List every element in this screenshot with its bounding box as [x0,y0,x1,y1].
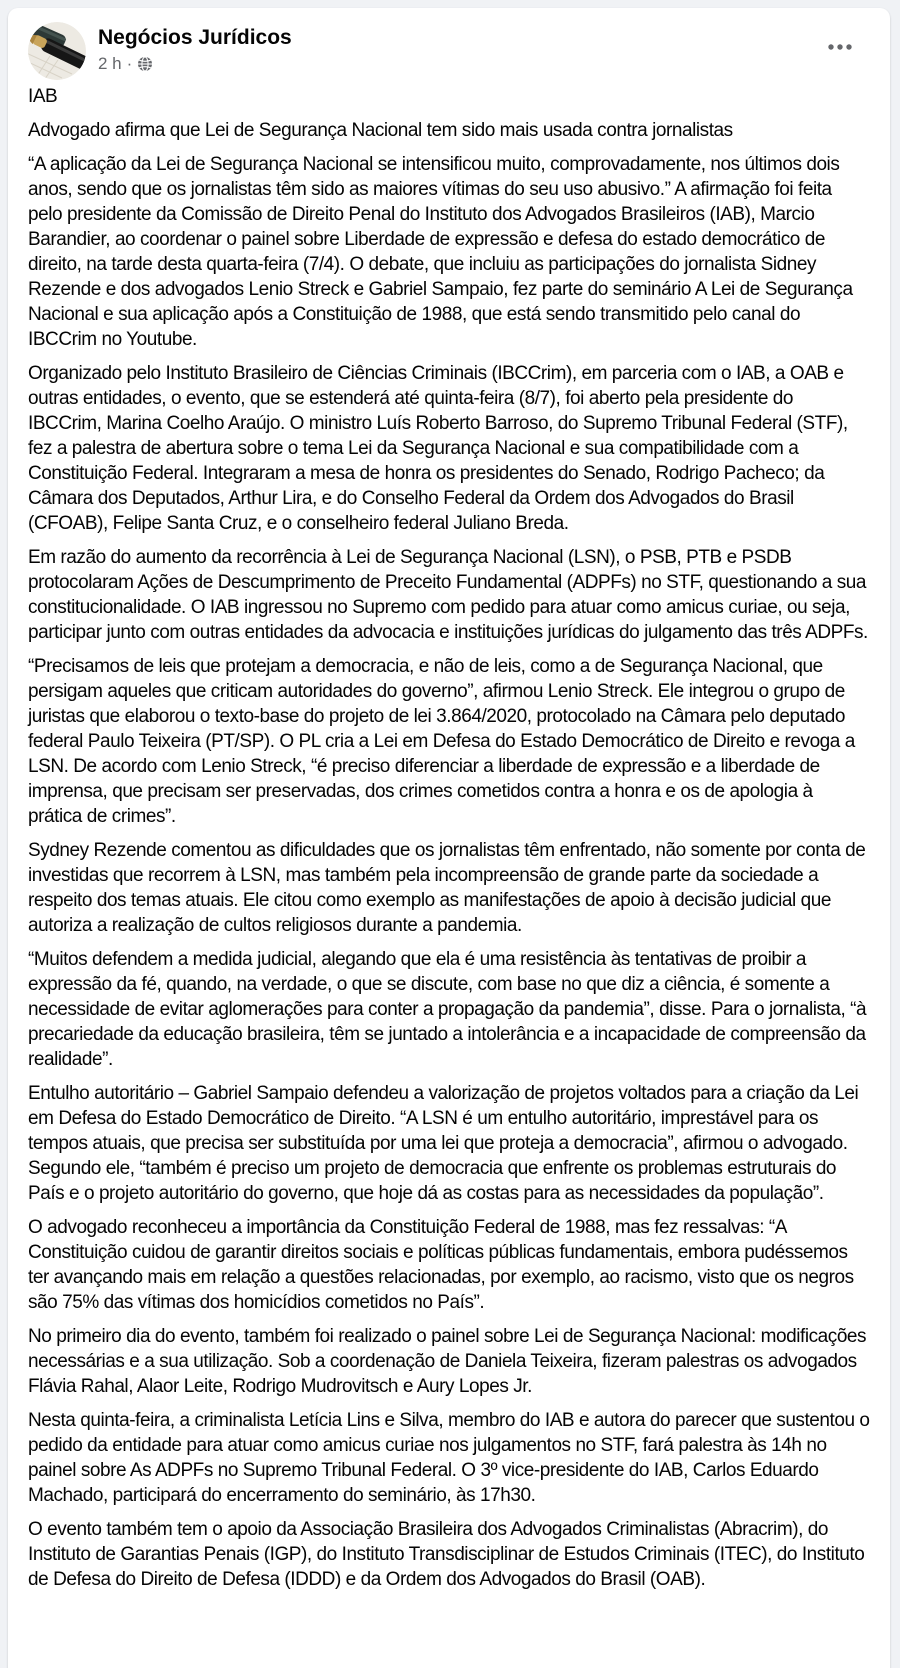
post-paragraph: Em razão do aumento da recorrência à Lei de Segurança Nacional (LSN), o PSB, PTB e PSDB protocolaram Ações de Descumprimento de Preceito Fundamental (ADPFs) no STF, questionando a sua constitucionalidade. O IAB ingressou no Supremo com pedido para atuar como amicus curiae, ou seja, participar junto com outras entidades da advocacia e instituições jurídicas do julgamento das três ADPFs. [28,547,868,643]
post-text [28,84,870,1592]
post-paragraph: “Precisamos de leis que protejam a democracia, e não de leis, como a de Segurança Nacional, que persigam aqueles que criticam autoridades do governo”, afirmou Lenio Streck. Ele integrou o grupo de juristas que elaborou o texto-base do projeto de lei 3.864/2020, protocolado na Câmara pelo deputado federal Paulo Teixeira (PT/SP). O PL cria a Lei em Defesa do Estado Democrático de Direito e revoga a LSN. De acordo com Lenio Streck, “é preciso diferenciar a liberdade de expressão e a liberdade de imprensa, que precisam ser preservadas, dos crimes cometidos contra a honra e os de apologia à prática de crimes”. [28,656,855,827]
post-paragraph: “Muitos defendem a medida judicial, alegando que ela é uma resistência às tentativas de proibir a expressão da fé, quando, na verdade, o que se discute, com base no que diz a ciência, é somente a necessidade de evitar aglomerações para conter a propagação da pandemia”, disse. Para o jornalista, “à precariedade da educação brasileira, têm se juntado a intolerância e a incapacidade de compreensão da realidade”. [28,949,867,1070]
page-name-link[interactable]: Negócios Jurídicos [98,26,292,49]
avatar[interactable] [28,22,86,80]
post-paragraph: O advogado reconheceu a importância da Constituição Federal de 1988, mas fez ressalvas: “A Constituição cuidou de garantir direitos sociais e políticas públicas fundamentais, embora pudéssemos ter avançando mais em relação a questões relacionadas, por exemplo, ao racismo, visto que os negros são 75% das vítimas dos homicídios cometidos no País”. [28,1217,854,1313]
post-paragraph: No primeiro dia do evento, também foi realizado o painel sobre Lei de Segurança Nacional: modificações necessárias e a sua utilização. Sob a coordenação de Daniela Teixeira, fizeram palestras os advogados Flávia Rahal, Alaor Leite, Rodrigo Mudrovitsch e Aury Lopes Jr. [28,1326,867,1397]
ellipsis-icon [827,43,853,51]
post-paragraph: Organizado pelo Instituto Brasileiro de Ciências Criminais (IBCCrim), em parceria com o IAB, a OAB e outras entidades, o evento, que se estenderá até quinta-feira (8/7), foi aberto pela presidente do IBCCrim, Marina Coelho Araújo. O ministro Luís Roberto Barroso, do Supremo Tribunal Federal (STF), fez a palestra de abertura sobre o tema Lei da Segurança Nacional e sua compatibilidade com a Constituição Federal. Integraram a mesa de honra os presidentes do Senado, Rodrigo Pacheco; da Câmara dos Deputados, Arthur Lira, e do Conselho Federal da Ordem dos Advogados do Brasil (CFOAB), Felipe Santa Cruz, e o conselheiro federal Juliano Breda. [28,363,848,534]
globe-icon [137,56,153,72]
post-paragraph: Sydney Rezende comentou as dificuldades que os jornalistas têm enfrentado, não somente por conta de investidas que recorrem à LSN, mas também pela incompreensão de grande parte da sociedade a respeito dos temas atuais. Ele citou como exemplo as manifestações de apoio à decisão judicial que autoriza a realização de cultos religiosos durante a pandemia. [28,840,866,936]
post-options-button[interactable] [820,30,860,64]
post-header-text [98,22,292,75]
avatar-pens-image [28,22,86,80]
post-header [28,22,870,80]
post-meta [98,54,292,74]
timestamp-link[interactable]: 2 h [98,54,122,74]
post-paragraph: IAB [28,86,58,107]
post-paragraph: “A aplicação da Lei de Segurança Nacional se intensificou muito, comprovadamente, nos últimos dois anos, sendo que os jornalistas têm sido as maiores vítimas do seu uso abusivo.” A afirmação foi feita pelo presidente da Comissão de Direito Penal do Instituto dos Advogados Brasileiros (IAB), Marcio Barandier, ao coordenar o painel sobre Liberdade de expressão e defesa do estado democrático de direito, na tarde desta quarta-feira (7/4). O debate, que incluiu as participações do jornalista Sidney Rezende e dos advogados Lenio Streck e Gabriel Sampaio, fez parte do seminário A Lei de Segurança Nacional e sua aplicação após a Constituição de 1988, que está sendo transmitido pelo canal do IBCCrim no Youtube. [28,154,853,350]
post-paragraph: O evento também tem o apoio da Associação Brasileira dos Advogados Criminalistas (Abracrim), do Instituto de Garantias Penais (IGP), do Instituto Transdisciplinar de Estudos Criminais (ITEC), do Instituto de Defesa do Direito de Defesa (IDDD) e da Ordem dos Advogados do Brasil (OAB). [28,1519,865,1590]
meta-separator: · [126,54,133,74]
post-paragraph: Entulho autoritário – Gabriel Sampaio defendeu a valorização de projetos voltados para a criação da Lei em Defesa do Estado Democrático de Direito. “A LSN é um entulho autoritário, imprestável para os tempos atuais, que precisa ser substituída por uma lei que proteja a democracia”, afirmou o advogado. Segundo ele, “também é preciso um projeto de democracia que enfrente os problemas estruturais do País e o projeto autoritário do governo, que hoje dá as costas para as necessidades da população”. [28,1083,859,1204]
post-paragraph: Advogado afirma que Lei de Segurança Nacional tem sido mais usada contra jornalistas [28,120,733,141]
post-paragraph: Nesta quinta-feira, a criminalista Letícia Lins e Silva, membro do IAB e autora do parecer que sustentou o pedido da entidade para atuar como amicus curiae nos julgamentos no STF, fará palestra às 14h no painel sobre As ADPFs no Supremo Tribunal Federal. O 3º vice-presidente do IAB, Carlos Eduardo Machado, participará do encerramento do seminário, às 17h30. [28,1410,870,1506]
facebook-post-card [8,8,890,1668]
